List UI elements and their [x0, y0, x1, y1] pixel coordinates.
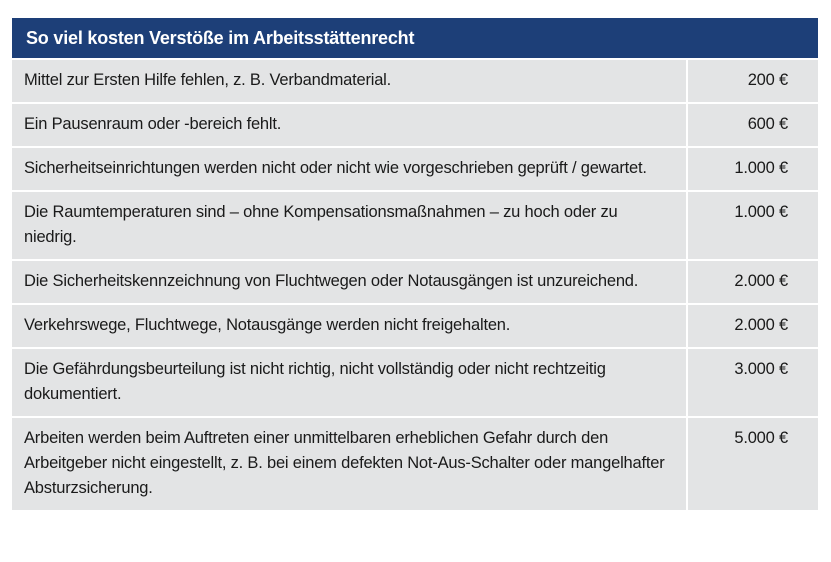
fine-amount: 3.000 € — [687, 348, 818, 417]
violation-description: Verkehrswege, Fluchtwege, Notausgänge werden nicht freigehalten. — [12, 304, 687, 348]
fine-amount: 1.000 € — [687, 191, 818, 260]
fines-table — [12, 60, 818, 512]
violation-description: Die Sicherheitskennzeichnung von Fluchtwegen oder Notausgängen ist unzureichend. — [12, 260, 687, 304]
fine-amount: 2.000 € — [687, 260, 818, 304]
table-row — [12, 191, 818, 260]
table-row — [12, 417, 818, 511]
fine-amount: 200 € — [687, 60, 818, 103]
table-row — [12, 304, 818, 348]
table-title: So viel kosten Verstöße im Arbeitsstättenrecht — [12, 18, 818, 58]
violation-description: Die Raumtemperaturen sind – ohne Kompensationsmaßnahmen – zu hoch oder zu niedrig. — [12, 191, 687, 260]
table-row — [12, 103, 818, 147]
table-row — [12, 348, 818, 417]
violation-description: Die Gefährdungsbeurteilung ist nicht richtig, nicht vollständig oder nicht rechtzeitig dokumentiert. — [12, 348, 687, 417]
table-row — [12, 60, 818, 103]
violation-description: Sicherheitseinrichtungen werden nicht oder nicht wie vorgeschrieben geprüft / gewartet. — [12, 147, 687, 191]
fines-table-container — [12, 18, 818, 512]
fine-amount: 1.000 € — [687, 147, 818, 191]
violation-description: Mittel zur Ersten Hilfe fehlen, z. B. Verbandmaterial. — [12, 60, 687, 103]
fine-amount: 2.000 € — [687, 304, 818, 348]
violation-description: Ein Pausenraum oder -bereich fehlt. — [12, 103, 687, 147]
table-row — [12, 260, 818, 304]
fine-amount: 600 € — [687, 103, 818, 147]
table-row — [12, 147, 818, 191]
violation-description: Arbeiten werden beim Auftreten einer unmittelbaren erheblichen Gefahr durch den Arbeitgeber nicht eingestellt, z. B. bei einem defekten Not-Aus-Schalter oder mangelhafter Absturzsicherung. — [12, 417, 687, 511]
fine-amount: 5.000 € — [687, 417, 818, 511]
